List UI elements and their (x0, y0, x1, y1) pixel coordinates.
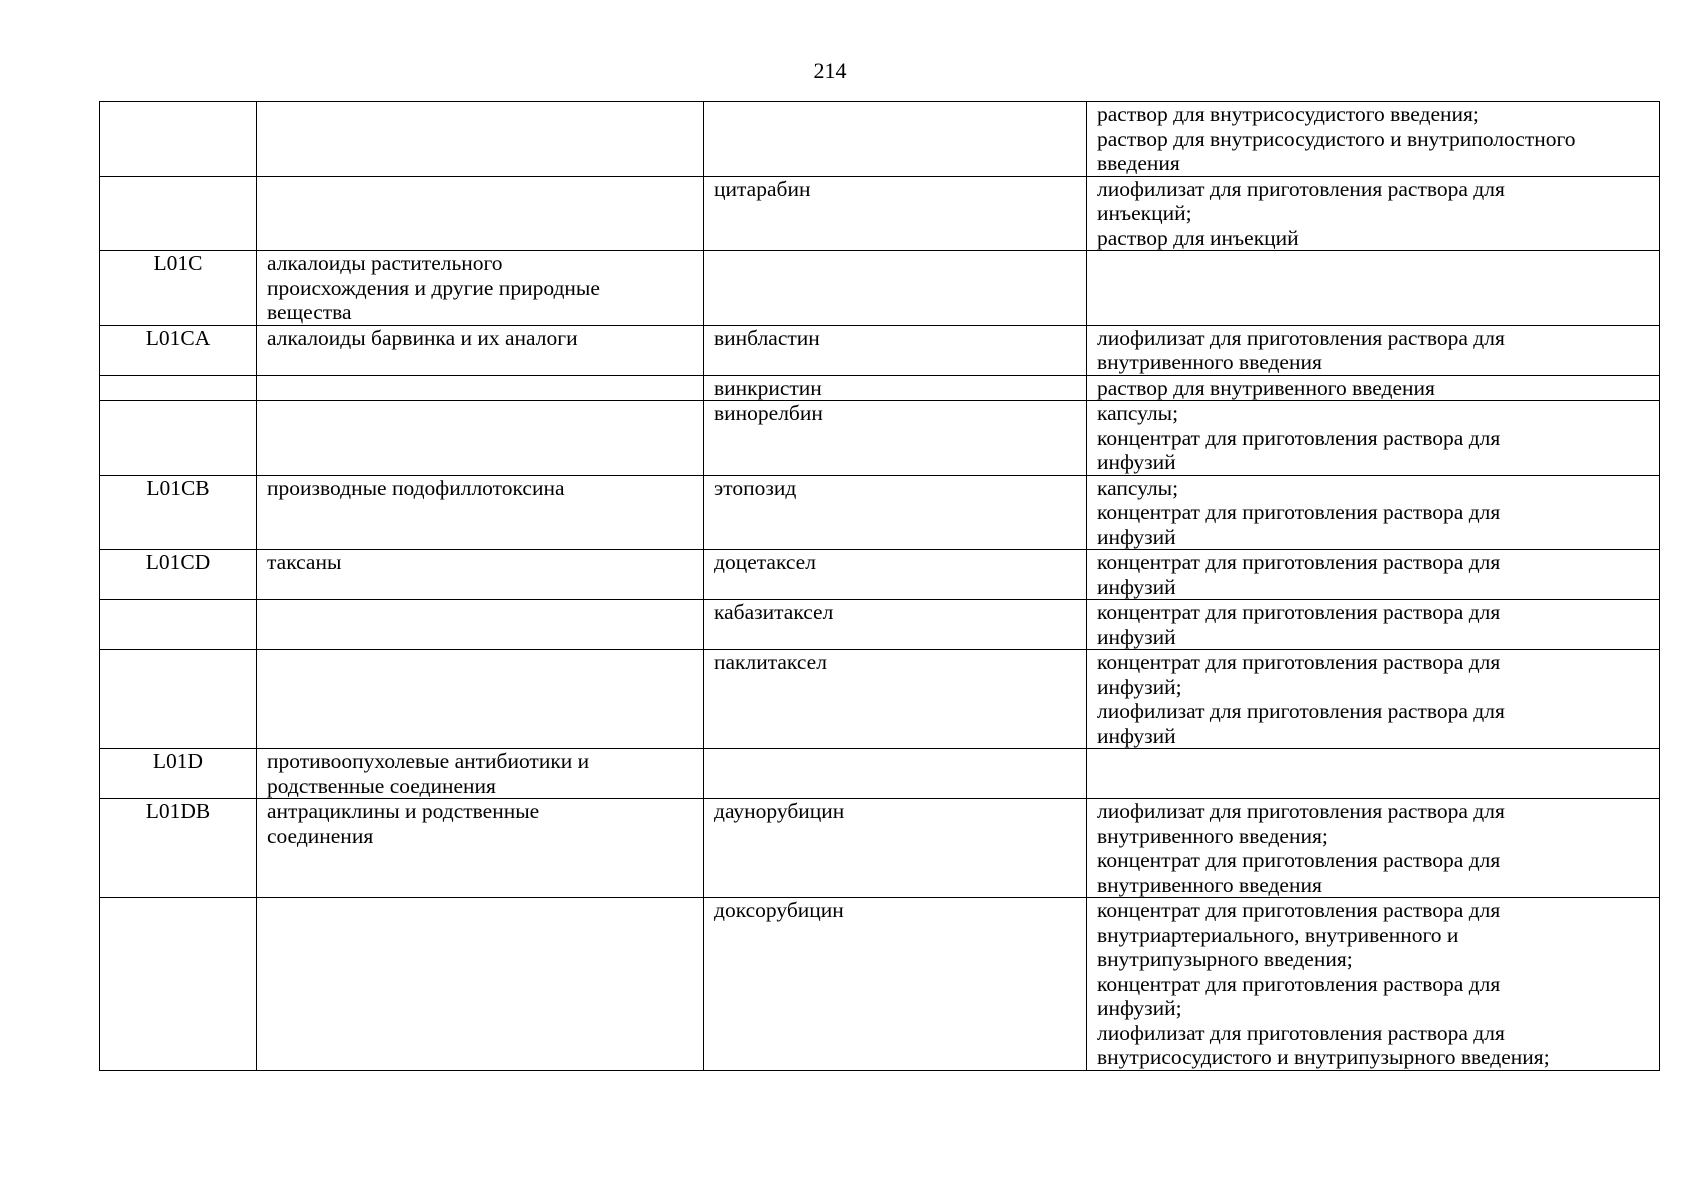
dosage-forms-cell (1087, 102, 1660, 177)
drug-name-cell (704, 102, 1087, 177)
dosage-forms-text: раствор для внутривенного введения (1097, 375, 1435, 400)
atc-code-cell (100, 176, 257, 251)
table-row (100, 401, 1660, 476)
drug-name-text: винорелбин (714, 401, 823, 425)
drug-name-text: даунорубицин (714, 799, 845, 823)
table-row (100, 375, 1660, 401)
dosage-forms-text: концентрат для приготовления раствора для инфузий (1097, 550, 1501, 599)
group-name-text: алкалоиды растительного происхождения и другие природные вещества (267, 251, 600, 324)
table-row (100, 650, 1660, 749)
drug-name-cell (704, 325, 1087, 375)
drug-name-text: винкристин (714, 375, 822, 400)
group-name-text: противоопухолевые антибиотики и родственные соединения (267, 749, 590, 798)
table-row (100, 749, 1660, 799)
drug-name-cell (704, 650, 1087, 749)
table-row (100, 251, 1660, 326)
dosage-forms-cell (1087, 799, 1660, 898)
group-name-cell (257, 375, 704, 401)
dosage-forms-cell (1087, 898, 1660, 1071)
dosage-forms-cell (1087, 251, 1660, 326)
group-name-cell (257, 600, 704, 650)
drug-name-text: доксорубицин (714, 898, 844, 922)
group-name-cell (257, 650, 704, 749)
atc-code-text: L01DB (145, 799, 211, 823)
atc-code-cell (100, 650, 257, 749)
drug-name-cell (704, 898, 1087, 1071)
dosage-forms-cell (1087, 475, 1660, 550)
table-row (100, 898, 1660, 1071)
atc-code-text: L01CB (146, 475, 210, 500)
drug-classification-table (99, 101, 1660, 1071)
dosage-forms-text: концентрат для приготовления раствора для внутриартериального, внутривенного и внутрипузырного введения; концентрат для приготовления раствора для инфузий; лиофилизат для приготовления раствора для внутрисосудистого и внутрипузырного введения; (1097, 898, 1550, 1069)
dosage-forms-cell (1087, 401, 1660, 476)
table-row (100, 102, 1660, 177)
atc-code-cell (100, 898, 257, 1071)
dosage-forms-cell (1087, 375, 1660, 401)
dosage-forms-text: лиофилизат для приготовления раствора для инъекций; раствор для инъекций (1097, 176, 1505, 250)
group-name-cell (257, 401, 704, 476)
dosage-forms-cell (1087, 749, 1660, 799)
table-row (100, 325, 1660, 375)
atc-code-cell (100, 325, 257, 375)
dosage-forms-cell (1087, 550, 1660, 600)
drug-name-cell (704, 550, 1087, 600)
atc-code-cell (100, 401, 257, 476)
dosage-forms-text: концентрат для приготовления раствора для инфузий; лиофилизат для приготовления раствора для инфузий (1097, 650, 1505, 748)
atc-code-text: L01CA (145, 325, 211, 350)
dosage-forms-text: лиофилизат для приготовления раствора для внутривенного введения (1097, 325, 1505, 374)
atc-code-cell (100, 475, 257, 550)
drug-name-cell (704, 401, 1087, 476)
dosage-forms-text: концентрат для приготовления раствора для инфузий (1097, 600, 1501, 649)
drug-name-text: цитарабин (714, 176, 811, 201)
group-name-cell (257, 251, 704, 326)
group-name-text: алкалоиды барвинка и их аналоги (267, 325, 578, 350)
drug-name-text: кабазитаксел (714, 600, 834, 624)
atc-code-cell (100, 749, 257, 799)
drug-name-text: паклитаксел (714, 650, 827, 674)
dosage-forms-text: раствор для внутрисосудистого введения; раствор для внутрисосудистого и внутриполостного введения (1097, 102, 1576, 175)
table-row (100, 176, 1660, 251)
dosage-forms-cell (1087, 600, 1660, 650)
atc-code-text: L01D (152, 749, 204, 773)
drug-name-cell (704, 475, 1087, 550)
drug-name-cell (704, 176, 1087, 251)
drug-name-text: доцетаксел (714, 550, 816, 574)
atc-code-text: L01CD (145, 550, 211, 574)
dosage-forms-text: капсулы; концентрат для приготовления раствора для инфузий (1097, 401, 1501, 474)
dosage-forms-cell (1087, 650, 1660, 749)
drug-name-cell (704, 600, 1087, 650)
group-name-cell (257, 550, 704, 600)
group-name-text: антрациклины и родственные соединения (267, 799, 540, 848)
atc-code-cell (100, 600, 257, 650)
drug-name-cell (704, 375, 1087, 401)
table-row (100, 600, 1660, 650)
page-number: 214 (813, 58, 847, 83)
drug-name-cell (704, 251, 1087, 326)
atc-code-text: L01C (153, 251, 203, 275)
drug-name-text: этопозид (714, 475, 797, 500)
drug-name-cell (704, 749, 1087, 799)
dosage-forms-text: лиофилизат для приготовления раствора для внутривенного введения; концентрат для приготовления раствора для внутривенного введения (1097, 799, 1505, 897)
atc-code-cell (100, 550, 257, 600)
drug-name-text: винбластин (714, 325, 820, 350)
group-name-text: таксаны (267, 550, 342, 574)
group-name-cell (257, 176, 704, 251)
drug-name-cell (704, 799, 1087, 898)
group-name-cell (257, 102, 704, 177)
table-row (100, 550, 1660, 600)
dosage-forms-cell (1087, 325, 1660, 375)
group-name-cell (257, 325, 704, 375)
atc-code-cell (100, 102, 257, 177)
dosage-forms-text: капсулы; концентрат для приготовления раствора для инфузий (1097, 475, 1501, 549)
group-name-cell (257, 749, 704, 799)
atc-code-cell (100, 251, 257, 326)
dosage-forms-cell (1087, 176, 1660, 251)
group-name-cell (257, 898, 704, 1071)
atc-code-cell (100, 799, 257, 898)
table-body (100, 102, 1660, 1071)
atc-code-cell (100, 375, 257, 401)
group-name-cell (257, 799, 704, 898)
group-name-text: производные подофиллотоксина (267, 475, 565, 500)
table-row (100, 475, 1660, 550)
group-name-cell (257, 475, 704, 550)
table-row (100, 799, 1660, 898)
